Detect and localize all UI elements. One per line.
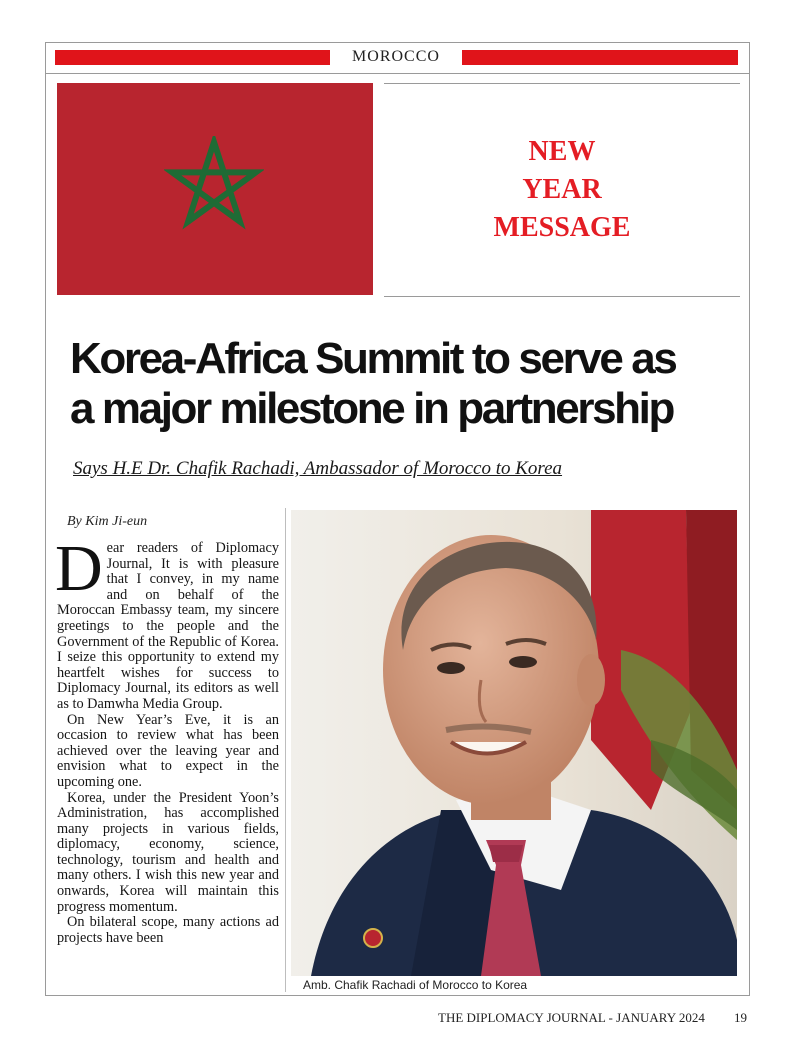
section-band-left <box>55 50 330 65</box>
article-paragraph: Korea, under the President Yoon’s Administration, has accomplished many projects in various fields, diplomacy, economy, science, technology, tourism and health and many others. I wish this new year and onwards, Korea will maintain this progress momentum. <box>57 789 279 915</box>
message-line-1: NEW <box>528 136 596 167</box>
section-band-right <box>462 50 738 65</box>
subheadline: Says H.E Dr. Chafik Rachadi, Ambassador of Morocco to Korea <box>73 458 563 479</box>
headline-line-2: a major milestone in partnership <box>70 384 673 433</box>
headline-line-1: Korea-Africa Summit to serve as <box>70 334 676 383</box>
photo-caption: Amb. Chafik Rachadi of Morocco to Korea <box>303 978 528 992</box>
message-line-3: MESSAGE <box>493 212 631 243</box>
headline <box>70 334 750 434</box>
morocco-flag <box>57 83 373 295</box>
section-label: MOROCCO <box>352 48 440 65</box>
column-rule <box>285 508 286 992</box>
message-rule-bottom <box>384 296 740 297</box>
article-body <box>55 532 279 946</box>
new-year-message-box <box>384 84 740 296</box>
ambassador-photo <box>291 510 737 976</box>
drop-cap: D <box>55 532 103 605</box>
byline: By Kim Ji-eun <box>67 514 148 529</box>
page-number: 19 <box>734 1010 747 1025</box>
footer-publication: THE DIPLOMACY JOURNAL - JANUARY 2024 <box>438 1010 705 1025</box>
article-paragraph: On New Year’s Eve, it is an occasion to review what has been achieved over the leaving year and envision what to expect in the upcoming one. <box>57 711 279 790</box>
article-paragraph <box>55 532 279 713</box>
message-line-2: YEAR <box>522 174 602 205</box>
top-rule <box>46 73 749 74</box>
article-paragraph-1-text: ear readers of Diplomacy Journal, It is with pleasure that I convey, in my name and on behalf of the Moroccan Embassy team, my sincere greetings to the people and the Government of the Republic of Korea. I seize this opportunity to extend my heartfelt wishes for success to Diplomacy Journal, its editors as well as to Damwha Media Group. <box>57 540 279 712</box>
article-paragraph: On bilateral scope, many actions ad projects have been <box>57 914 279 946</box>
pentagram-star-icon <box>164 136 264 236</box>
ambassador-portrait-illustration <box>291 510 737 976</box>
